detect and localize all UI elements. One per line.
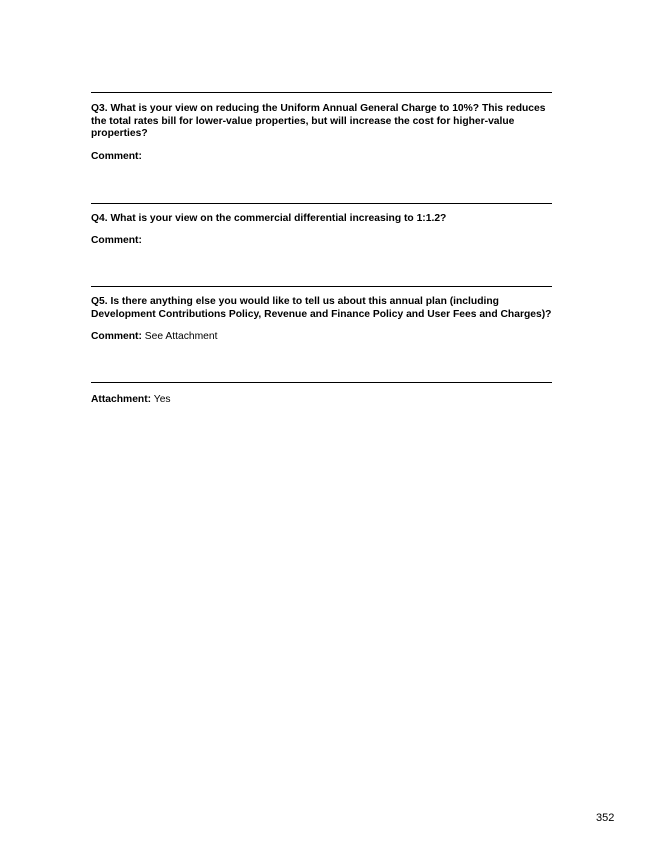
question-4: Q4. What is your view on the commercial differential increasing to 1:1.2? xyxy=(91,213,447,224)
divider-top xyxy=(91,92,552,93)
comment-5-value: See Attachment xyxy=(144,331,218,342)
comment-5-label: Comment: xyxy=(91,331,142,342)
attachment-value: Yes xyxy=(153,394,171,405)
question-5: Q5. Is there anything else you would like to tell us about this annual plan (including Development Contributions Policy, Revenue and Finance Policy and User Fees and Charges)? xyxy=(91,296,552,320)
page-number: 352 xyxy=(596,812,615,824)
attachment-label: Attachment: xyxy=(91,394,152,405)
comment-5 xyxy=(91,331,556,344)
divider-q5 xyxy=(91,286,552,287)
divider-attachment xyxy=(91,382,552,383)
comment-4 xyxy=(91,235,556,248)
comment-3-label: Comment: xyxy=(91,151,142,162)
attachment-line xyxy=(91,394,556,407)
divider-q4 xyxy=(91,203,552,204)
comment-3 xyxy=(91,151,556,164)
question-3: Q3. What is your view on reducing the Uniform Annual General Charge to 10%? This reduces the total rates bill for lower-value properties, but will increase the cost for higher-value properties? xyxy=(91,103,546,140)
comment-4-label: Comment: xyxy=(91,235,142,246)
